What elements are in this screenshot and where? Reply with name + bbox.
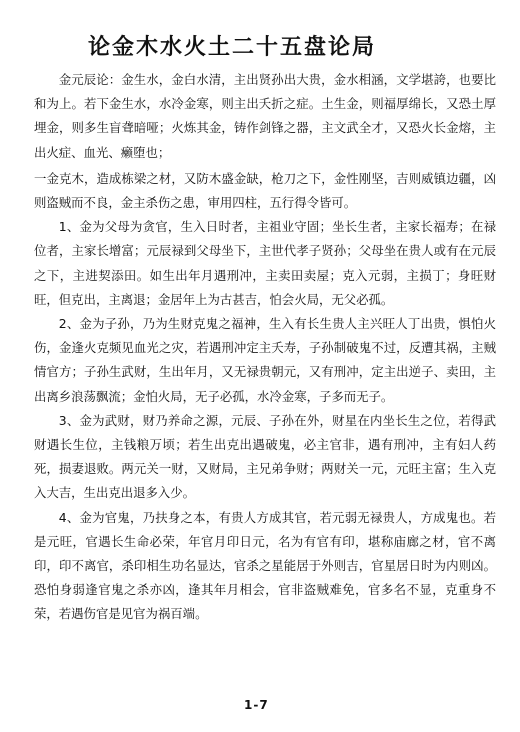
page-title: 论金木水火土二十五盘论局: [88, 35, 377, 60]
page-number: 1-7: [244, 698, 269, 712]
paragraph-metal-overcomes-wood: 一金克木，造成栋梁之材，又防木盛金缺，枪刀之下，金性刚坚，吉则威镇边疆，凶则盗贼而不良，金主杀伤之患，审用四柱，五行得令皆可。: [34, 170, 496, 211]
paragraph-intro: 金元辰论：金生水，金白水清，主出贤孙出大贵，金水相涵，文学堪誇，也要比和为上。若下金生水，水冷金寒，则主出夭折之症。土生金，则福厚绵长，又恐土厚埋金，则多生盲聋暗哑；火炼其金，铸作剑锋之器，主文武全才，又恐火长金熔，主出火症、血光、癞堕也；: [34, 72, 496, 160]
paragraph-item-2: 2、金为子孙，乃为生财克鬼之福神，生入有长生贵人主兴旺人丁出贵，惧怕火伤，金逢火克频见血光之灾，若遇刑冲定主夭寿，子孙制破鬼不过，反遭其祸，主贼情官方；子孙生武财，生出年月，又无禄贵朝元，又有刑冲，定主出逆子、卖田，主出离乡浪荡飘流；金怕火局，无子必孤，水冷金寒，子多而无子。: [34, 316, 496, 404]
paragraph-item-1: 1、金为父母为贪官，生入日时者，主祖业守固；坐长生者，主家长福寿；在禄位者，主家长增富；元辰禄到父母坐下，主世代孝子贤孙；父母坐在贵人或有在元辰之下，主进契添田。如生出年月遇刑冲，主卖田卖屋；克入元弱，主损丁；身旺财旺，但克出，主离退；金居年上为古甚吉，怕会火局，无父必孤。: [34, 219, 496, 307]
paragraph-item-3: 3、金为武财，财乃养命之源，元辰、子孙在外，财星在内坐长生之位，若得武财遇长生位，主钱粮万顷；若生出克出遇破鬼，必主官非，遇有刑冲，主有妇人药死，损妻退败。两元关一财，又财局，主兄弟争财；两财关一元，元旺主富；生入克入大吉，生出克出退多入少。: [34, 412, 496, 501]
document-body: [34, 68, 496, 627]
paragraph-item-4: 4、金为官鬼，乃扶身之本，有贵人方成其官，若元弱无禄贵人，方成鬼也。若是元旺，官遇长生命必荣，年官月印日元，名为有官有印，堪称庙廊之材，官不离印，印不离官，杀印相生功名显达，官杀之星能居于外则吉，官星居日时为内则凶。恐怕身弱逢官鬼之杀亦凶，逢其年月相会，官非盗贼难免，官多名不显，克重身不荣，若遇伤官是见官为祸百端。: [34, 509, 496, 622]
